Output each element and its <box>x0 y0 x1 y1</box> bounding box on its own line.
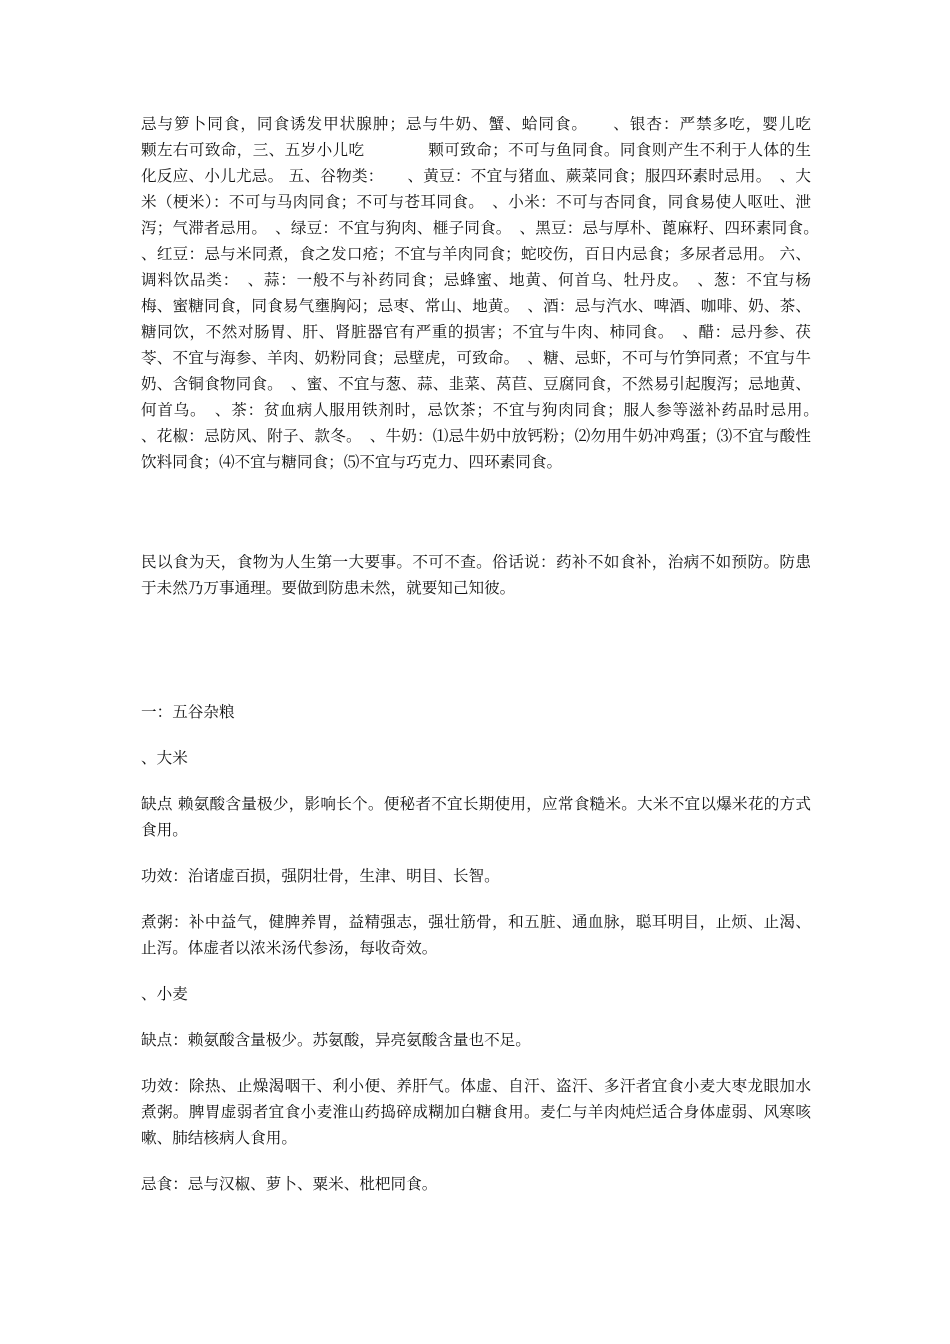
wheat-title: 、小麦 <box>141 985 188 1003</box>
food-incompatibility-paragraph: 忌与箩卜同食，同食诱发甲状腺肿；忌与牛奶、蟹、蛤同食。 、银杏：严禁多吃，婴儿吃 颗左右可致命，三、五岁小儿吃 颗可致命；不可与鱼同食。同食则产生不利于人体的生化反应、小儿尤忌。 五、谷物类： 、黄豆：不宜与猪血、蕨菜同食；服四环素时忌用。 、大米（梗米）：不可与马肉同食；不可与苍耳同食。 、小米：不可与杏同食，同食易使人呕吐、泄泻；气滞者忌用。 、绿豆：不宜与狗肉、榧子同食。 、黑豆：忌与厚朴、蓖麻籽、四环素同食。 、红豆：忌与米同煮，食之发口疮；不宜与羊肉同食；蛇咬伤，百日内忌食；多尿者忌用。 六、调料饮品类： 、蒜：一般不与补药同食；忌蜂蜜、地黄、何首乌、牡丹皮。 、葱：不宜与杨梅、蜜糖同食，同食易气壅胸闷；忌枣、常山、地黄。 、酒：忌与汽水、啤酒、咖啡、奶、茶、糖同饮，不然对肠胃、肝、肾脏器官有严重的损害；不宜与牛肉、柿同食。 、醋：忌丹参、茯苓、不宜与海参、羊肉、奶粉同食；忌壁虎，可致命。 、糖、忌虾，不可与竹笋同煮；不宜与牛奶、含铜食物同食。 、蜜、不宜与葱、蒜、韭菜、莴苣、豆腐同食，不然易引起腹泻；忌地黄、何首乌。 、茶：贫血病人服用铁剂时，忌饮茶；不宜与狗肉同食；服人参等滋补药品时忌用。 、花椒：忌防风、附子、款冬。 、牛奶：⑴忌牛奶中放钙粉；⑵勿用牛奶冲鸡蛋；⑶不宜与酸性饮料同食；⑷不宜与糖同食；⑸不宜与巧克力、四环素同食。 <box>141 115 843 471</box>
spacer <box>141 843 811 863</box>
section-heading: 一：五谷杂粮 <box>141 703 235 721</box>
intro-paragraph: 民以食为天，食物为人生第一大要事。不可不查。俗话说：药补不如食补，治病不如预防。防患于未然乃万事通理。要做到防患未然，就要知己知彼。 <box>141 553 811 597</box>
wheat-defect: 缺点：赖氨酸含量极少。苏氨酸，异亮氨酸含量也不足。 <box>141 1031 531 1049</box>
spacer <box>141 1007 811 1027</box>
spacer <box>141 961 811 981</box>
wheat-avoid: 忌食：忌与汉椒、萝卜、粟米、枇杷同食。 <box>141 1175 438 1193</box>
spacer <box>141 771 811 791</box>
spacer <box>141 889 811 909</box>
document-page <box>141 111 843 1197</box>
rice-porridge: 煮粥：补中益气，健脾养胃，益精强志，强壮筋骨，和五脏、通血脉，聪耳明目，止烦、止渴、止泻。体虚者以浓米汤代参汤，每收奇效。 <box>141 913 811 957</box>
spacer <box>141 675 811 699</box>
rice-title: 、大米 <box>141 749 188 767</box>
wheat-effect: 功效：除热、止燥渴咽干、利小便、养肝气。体虚、自汗、盗汗、多汗者宜食小麦大枣龙眼加水煮粥。脾胃虚弱者宜食小麦淮山药捣碎成糊加白糖食用。麦仁与羊肉炖烂适合身体虚弱、风寒咳嗽、肺结核病人食用。 <box>141 1077 811 1147</box>
spacer <box>141 601 811 675</box>
rice-effect: 功效：治诸虚百损，强阴壮骨，生津、明目、长智。 <box>141 867 500 885</box>
spacer <box>141 475 811 549</box>
rice-defect: 缺点 赖氨酸含量极少，影响长个。便秘者不宜长期使用，应常食糙米。大米不宜以爆米花的方式食用。 <box>141 795 811 839</box>
spacer <box>141 725 811 745</box>
spacer <box>141 1151 811 1171</box>
spacer <box>141 1053 811 1073</box>
